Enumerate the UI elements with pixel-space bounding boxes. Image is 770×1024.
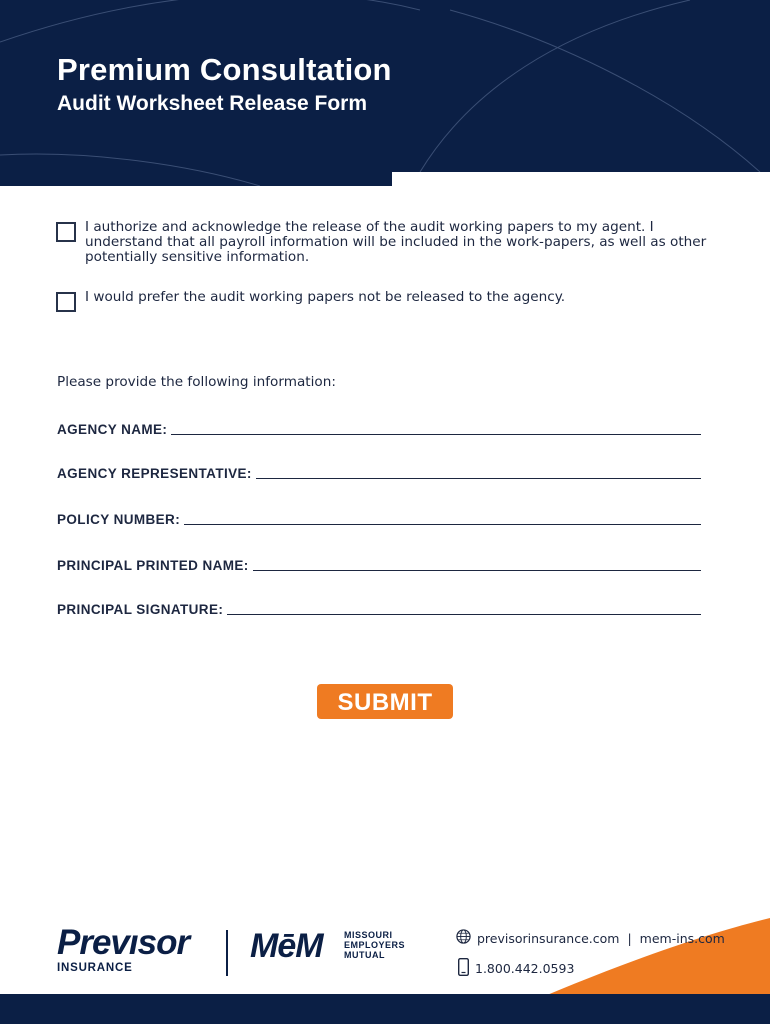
mem-line3: MUTUAL bbox=[344, 950, 385, 960]
website-previsor-link[interactable]: previsorinsurance.com bbox=[477, 930, 620, 946]
agency-name-label: AGENCY NAME: bbox=[57, 422, 168, 437]
submit-button[interactable]: SUBMIT bbox=[317, 684, 453, 719]
page-subtitle: Audit Worksheet Release Form bbox=[57, 92, 368, 115]
website-separator: | bbox=[627, 930, 632, 946]
logo-divider bbox=[226, 930, 228, 976]
footer-bar bbox=[0, 994, 770, 1024]
mem-line1: MISSOURI bbox=[344, 930, 393, 940]
info-prompt: Please provide the following information: bbox=[57, 374, 336, 390]
phone-icon bbox=[458, 958, 469, 979]
contact-websites bbox=[456, 929, 725, 947]
contact-phone bbox=[458, 958, 574, 979]
page-title: Premium Consultation bbox=[57, 52, 392, 87]
previsor-logo bbox=[57, 924, 189, 974]
principal-printed-name-label: PRINCIPAL PRINTED NAME: bbox=[57, 558, 249, 573]
authorize-label: I authorize and acknowledge the release of the audit working papers to my agent. I understand that all payroll information will be included in the work-papers, as well as other potentially sensitive information. bbox=[85, 219, 707, 265]
mem-logo: MēM bbox=[250, 927, 323, 965]
policy-number-label: POLICY NUMBER: bbox=[57, 512, 181, 527]
mem-logo-text bbox=[344, 930, 405, 960]
agency-representative-label: AGENCY REPRESENTATIVE: bbox=[57, 466, 252, 481]
decline-label: I would prefer the audit working papers not be released to the agency. bbox=[85, 289, 566, 305]
mem-line2: EMPLOYERS bbox=[344, 940, 406, 950]
phone-number[interactable]: 1.800.442.0593 bbox=[475, 961, 575, 976]
previsor-logo-word: Prevısor bbox=[57, 923, 190, 962]
previsor-logo-sub: INSURANCE bbox=[57, 962, 133, 974]
globe-icon bbox=[456, 929, 471, 947]
website-mem-link[interactable]: mem-ins.com bbox=[639, 930, 725, 946]
principal-signature-label: PRINCIPAL SIGNATURE: bbox=[57, 602, 224, 617]
